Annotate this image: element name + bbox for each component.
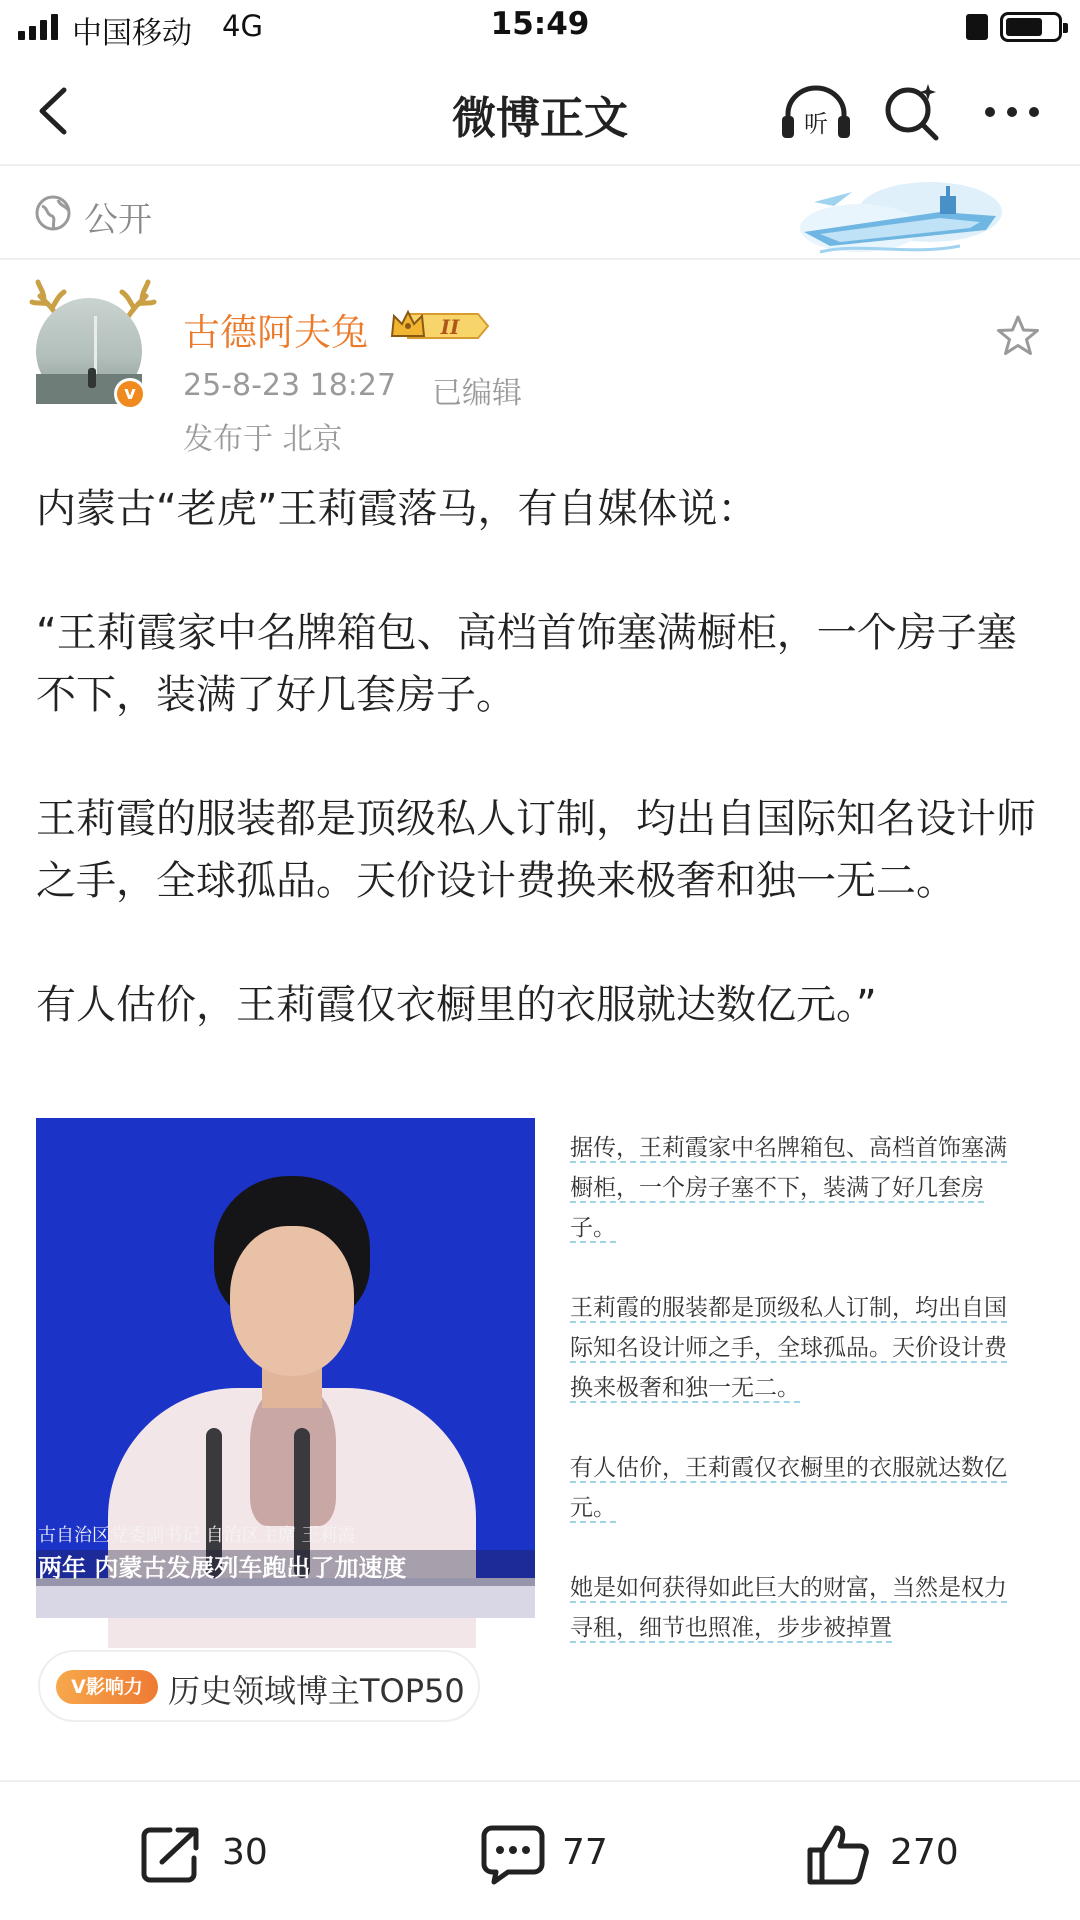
- more-icon[interactable]: [982, 102, 1042, 122]
- post-paragraph: “王莉霞家中名牌箱包、高档首饰塞满橱柜，一个房子塞不下，装满了好几套房子。: [36, 610, 1017, 718]
- like-count: 270: [890, 1832, 959, 1873]
- search-icon[interactable]: [880, 80, 944, 144]
- quote-paragraph: 她是如何获得如此巨大的财富，当然是权力寻租，细节也照准，步步被掉置: [570, 1575, 1007, 1641]
- image-caption-title: 古自治区党委副书记 自治区主席 王莉霞: [38, 1525, 356, 1546]
- influence-badge: V影响力: [56, 1670, 158, 1704]
- post-location: 发布于 北京: [183, 422, 343, 457]
- press-conference-photo: [36, 1118, 535, 1618]
- post-paragraph: 王莉霞的服装都是顶级私人订制，均出自国际知名设计师之手，全球孤品。天价设计费换来极奢和独一无二。: [36, 796, 1036, 904]
- carrier-label: 中国移动: [72, 16, 192, 51]
- globe-icon: [34, 194, 72, 232]
- post-image[interactable]: [36, 1118, 1024, 1641]
- post-timestamp: 25-8-23 18:27: [183, 368, 397, 403]
- post-body: [36, 478, 1046, 1098]
- network-label: 4G: [222, 9, 263, 43]
- influence-tag[interactable]: [38, 1650, 480, 1722]
- repost-icon: [140, 1824, 204, 1884]
- repost-button[interactable]: [140, 1824, 280, 1884]
- influence-label: 历史领域博主TOP50: [168, 1672, 465, 1710]
- comment-icon: [480, 1824, 546, 1886]
- page-title: 微博正文: [452, 93, 628, 144]
- visibility-row: [0, 168, 1080, 260]
- like-button[interactable]: [806, 1824, 996, 1884]
- listen-label: 听: [804, 110, 828, 138]
- comment-button[interactable]: [480, 1824, 620, 1884]
- visibility-label: 公开: [84, 200, 152, 240]
- star-icon[interactable]: [996, 314, 1040, 358]
- aircraft-carrier-decoration: [790, 172, 1010, 260]
- avatar[interactable]: [30, 280, 150, 410]
- author-name[interactable]: 古德阿夫兔: [183, 311, 368, 354]
- nav-bar: [0, 56, 1080, 166]
- action-bar: [0, 1780, 1080, 1920]
- repost-count: 30: [222, 1832, 268, 1873]
- comment-count: 77: [562, 1832, 608, 1873]
- image-caption-headline: 两年 内蒙古发展列车跑出了加速度: [36, 1550, 535, 1586]
- listen-icon[interactable]: [780, 84, 852, 140]
- member-level-badge[interactable]: [388, 306, 494, 346]
- quoted-text-card: [570, 1128, 1024, 1641]
- thumbs-up-icon: [806, 1824, 872, 1886]
- status-bar: [0, 0, 1080, 56]
- post-paragraph: 内蒙古“老虎”王莉霞落马，有自媒体说：: [36, 486, 758, 532]
- battery-icon: [1000, 12, 1062, 42]
- orientation-lock-icon: [966, 14, 988, 40]
- quote-paragraph: 据传，王莉霞家中名牌箱包、高档首饰塞满橱柜，一个房子塞不下，装满了好几套房子。: [570, 1135, 1007, 1241]
- member-level-label: II: [440, 315, 460, 339]
- post-paragraph: 有人估价，王莉霞仅衣橱里的衣服就达数亿元。”: [36, 982, 877, 1028]
- verified-badge: v: [114, 378, 146, 410]
- edited-label[interactable]: 已编辑: [432, 376, 522, 411]
- quote-paragraph: 有人估价，王莉霞仅衣橱里的衣服就达数亿元。: [570, 1455, 1007, 1521]
- quote-paragraph: 王莉霞的服装都是顶级私人订制，均出自国际知名设计师之手，全球孤品。天价设计费换来极奢和独一无二。: [570, 1295, 1007, 1401]
- clock: 15:49: [490, 6, 590, 42]
